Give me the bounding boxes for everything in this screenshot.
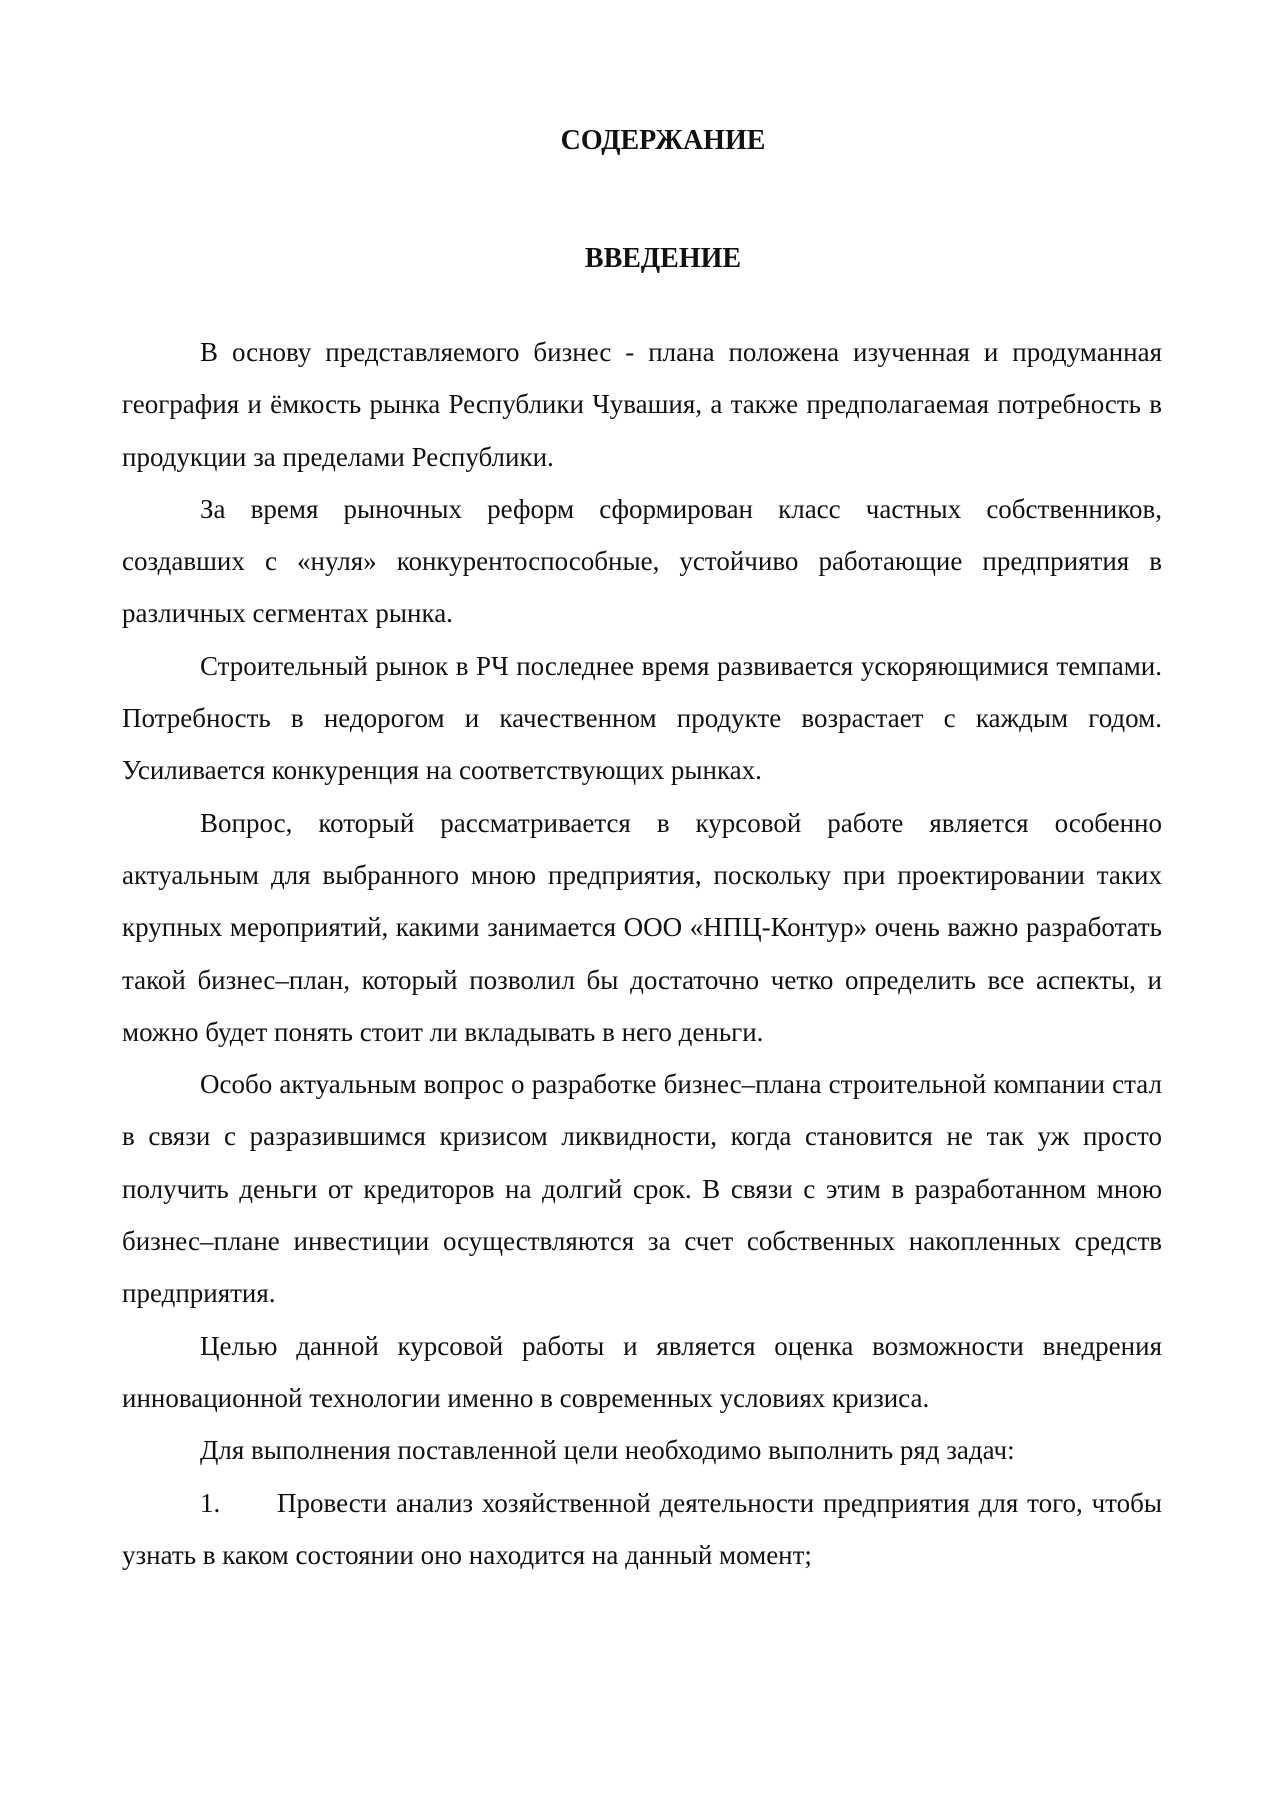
list-item-number: 1. xyxy=(200,1487,221,1518)
paragraph-tasks-intro: Для выполнения поставленной цели необходимо выполнить ряд задач: xyxy=(200,1435,1015,1466)
introduction-body xyxy=(122,326,1162,1581)
paragraph-research-question: Вопрос, который рассматривается в курсовой работе является особенно актуальным для выбранного мною предприятия, поскольку при проектировании таких крупных мероприятий, какими занимается ООО «НПЦ-Контур» очень важно разработать такой бизнес–план, который позволил бы достаточно четко определить все аспекты, и можно будет понять стоит ли вкладывать в него деньги. xyxy=(122,807,1162,1047)
paragraph-private-owners: За время рыночных реформ сформирован класс частных собственников, создавших с «нуля» конкурентоспособные, устойчиво работающие предприятия в различных сегментах рынка. xyxy=(122,493,1162,629)
introduction-heading: ВВЕДЕНИЕ xyxy=(584,243,742,274)
contents-heading: СОДЕРЖАНИЕ xyxy=(560,125,766,156)
list-item-text: Провести анализ хозяйственной деятельности предприятия для того, чтобы узнать в каком состоянии оно находится на данный момент; xyxy=(122,1487,1162,1570)
list-item xyxy=(122,1477,1162,1582)
paragraph-goal: Целью данной курсовой работы и является оценка возможности внедрения инновационной технологии именно в современных условиях кризиса. xyxy=(122,1330,1162,1413)
paragraph-construction-market: Строительный рынок в РЧ последнее время развивается ускоряющимися темпами. Потребность в недорогом и качественном продукте возрастает с каждым годом. Усиливается конкуренция на соответствующих рынках. xyxy=(122,650,1162,786)
paragraph-liquidity-crisis: Особо актуальным вопрос о разработке бизнес–плана строительной компании стал в связи с разразившимся кризисом ликвидности, когда становится не так уж просто получить деньги от кредиторов на долгий срок. В связи с этим в разработанном мною бизнес–плане инвестиции осуществляются за счет собственных накопленных средств предприятия. xyxy=(122,1069,1162,1309)
paragraph-market-geography: В основу представляемого бизнес - плана положена изученная и продуманная география и ёмкость рынка Республики Чувашия, а также предполагаемая потребность в продукции за пределами Республики. xyxy=(122,337,1162,472)
